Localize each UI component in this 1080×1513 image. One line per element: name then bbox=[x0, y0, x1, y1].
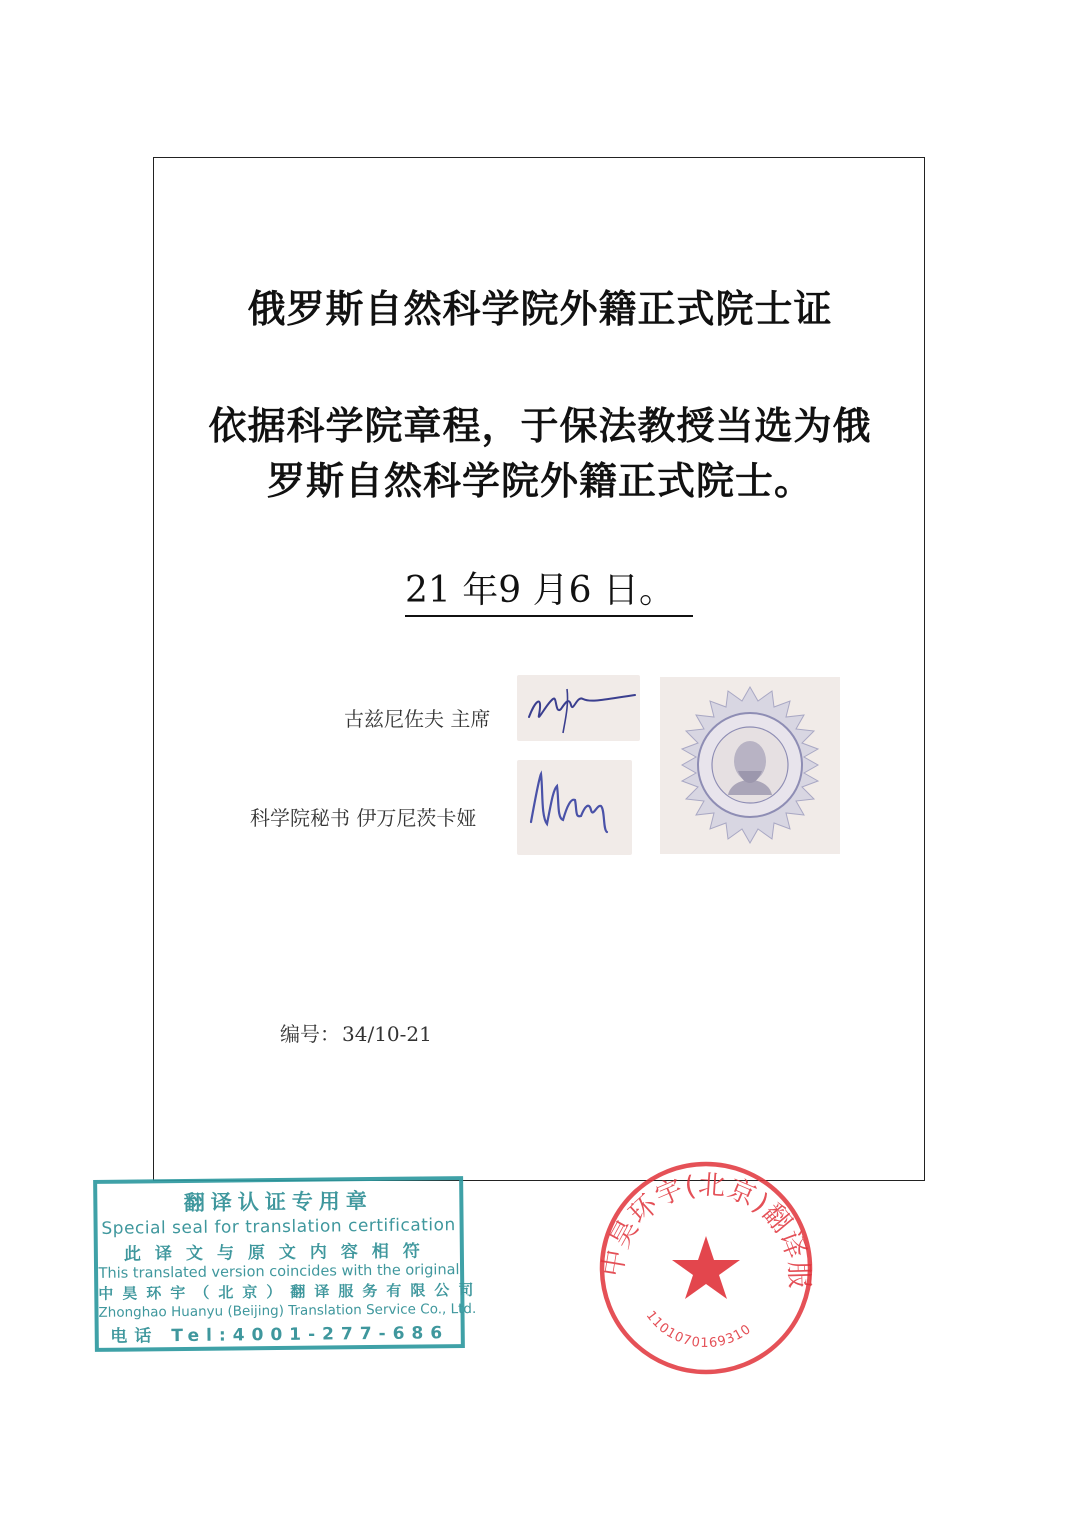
serial-number bbox=[278, 1018, 432, 1047]
body-text-line-2: 罗斯自然科学院外籍正式院士。 bbox=[266, 458, 813, 503]
academy-seal-image bbox=[660, 677, 840, 854]
seal-number-text: 1101070169310 bbox=[642, 1308, 755, 1352]
document-title: 俄罗斯自然科学院外籍正式院士证 bbox=[247, 286, 833, 331]
secretary-signature-image bbox=[517, 760, 632, 855]
academy-emblem-icon bbox=[660, 677, 840, 854]
stamp-line: 此译文与原文内容相符 bbox=[123, 1241, 434, 1265]
stamp-line: Special seal for translation certification bbox=[101, 1215, 456, 1239]
signatory-chairman-label: 古兹尼佐夫 主席 bbox=[344, 707, 491, 731]
signature-scribble-icon bbox=[517, 760, 632, 855]
issue-date: 21 年9 月6 日。 bbox=[405, 562, 693, 617]
company-red-seal bbox=[590, 1158, 820, 1378]
signatory-secretary-label: 科学院秘书 伊万尼茨卡娅 bbox=[250, 806, 477, 830]
stamp-line: 中昊环宇（北京）翻译服务有限公司 bbox=[98, 1280, 483, 1303]
red-seal-icon bbox=[590, 1158, 820, 1378]
signature-scribble-icon bbox=[517, 675, 640, 741]
svg-text:1101070169310 bbox=[643, 1308, 755, 1351]
serial-label: 编号： bbox=[280, 1022, 340, 1046]
body-text-line-1: 依据科学院章程，于保法教授当选为俄 bbox=[208, 403, 872, 448]
stamp-line: This translated version coincides with the original bbox=[98, 1262, 460, 1282]
translation-certification-stamp bbox=[93, 1176, 483, 1352]
stamp-line: 翻译认证专用章 bbox=[183, 1189, 373, 1215]
serial-value: 34/10-21 bbox=[342, 1022, 432, 1046]
stamp-line: Zhonghao Huanyu (Beijing) Translation Service Co., Ltd. bbox=[98, 1300, 477, 1321]
chairman-signature-image bbox=[517, 675, 640, 741]
stamp-line: 电话 Tel:4001-277-686 bbox=[110, 1323, 450, 1347]
star-icon bbox=[672, 1236, 740, 1299]
seal-ring-text: 中昊环宇(北京)翻译服 bbox=[597, 1169, 815, 1290]
